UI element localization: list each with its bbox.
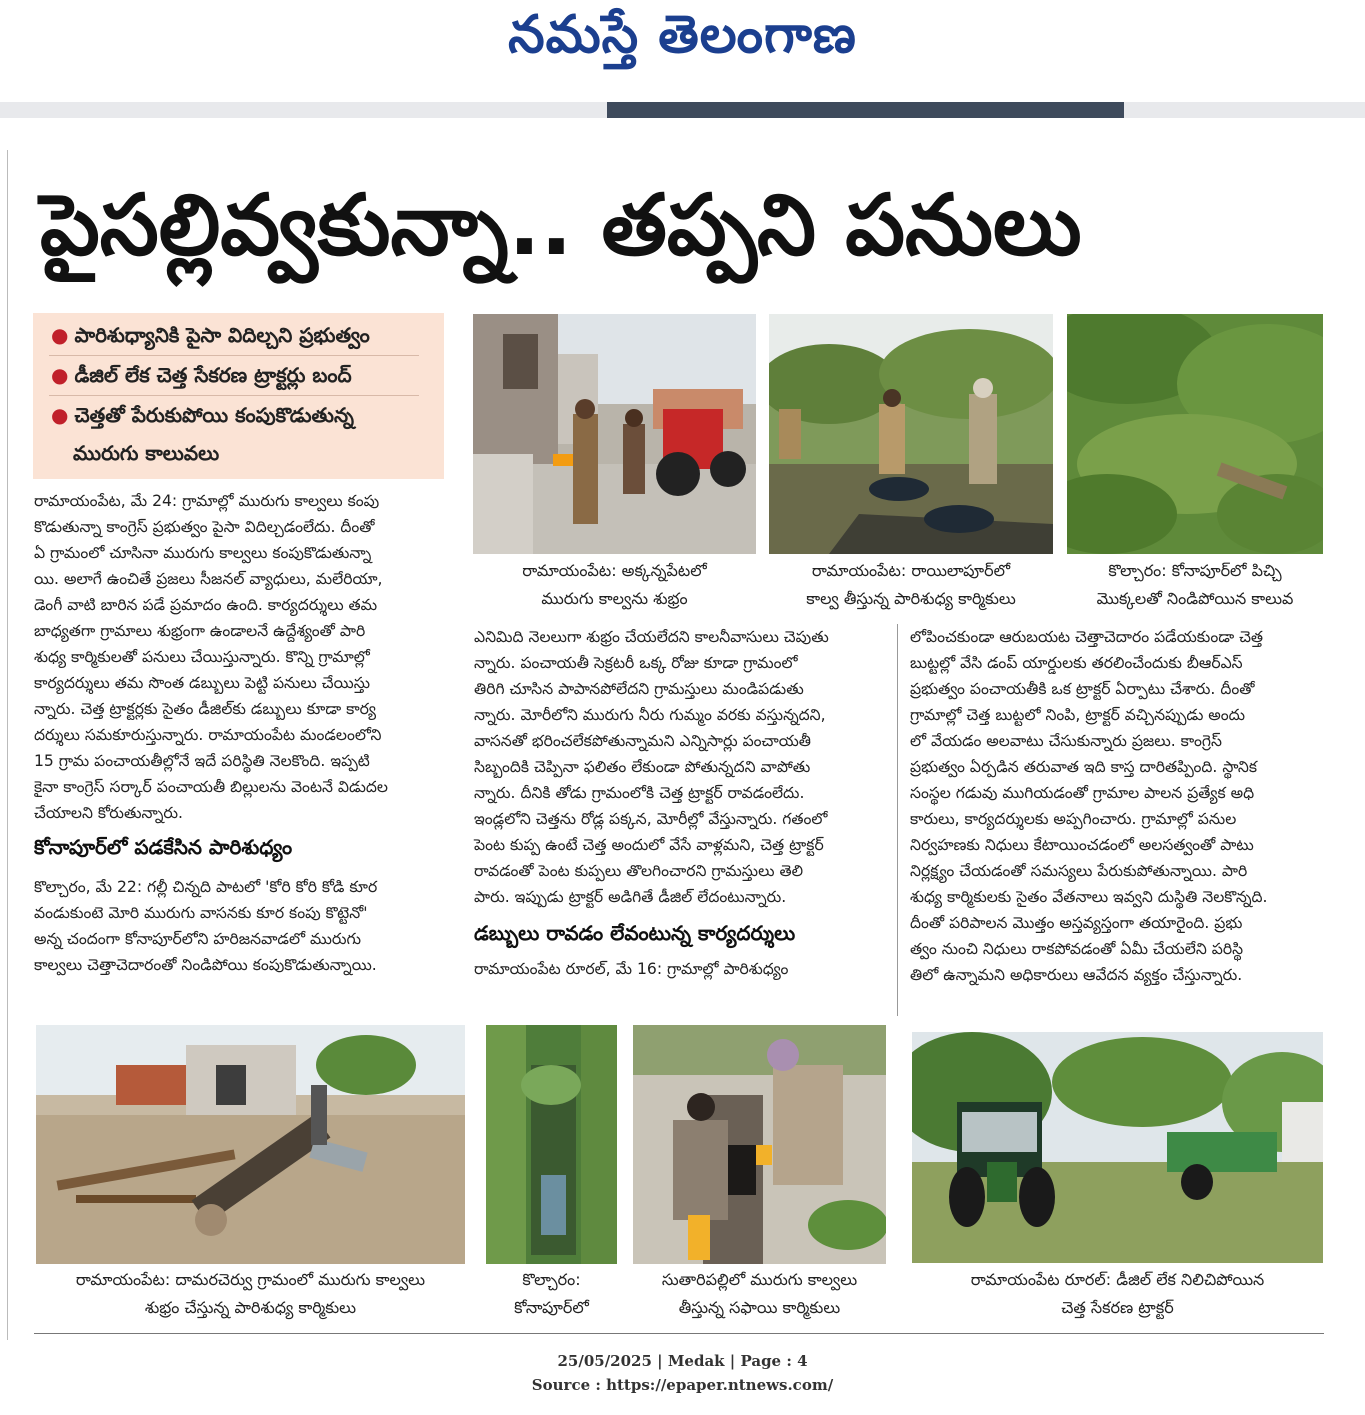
bullet-icon: ● [51, 323, 69, 347]
footer-source-link[interactable]: Source : https://epaper.ntnews.com/ [531, 1376, 834, 1394]
bullet-icon: ● [51, 403, 69, 427]
photo-caption: రామాయంపేట: అక్కన్నపేటలో మురుగు కాల్వను శుభ్రం [522, 561, 707, 608]
photo-caption: రామాయంపేట: దామరచెర్వు గ్రామంలో మురుగు కాల్వలు శుభ్రం చేస్తున్న పారిశుధ్య కార్మికులు [75, 1270, 426, 1317]
highlight-separator [49, 355, 419, 356]
photo-caption: రామాయంపేట: రాయిలాపూర్‌లో కాల్వ తీస్తున్న పారిశుధ్య కార్మికులు [806, 561, 1016, 608]
photo-caption: రామాయంపేట రూరల్‌: డీజిల్‌ లేక నిలిచిపోయిన చెత్త సేకరణ ట్రాక్టర్‌ [970, 1270, 1265, 1317]
photo-sutaripalli [633, 1025, 886, 1264]
photo-konapur-drain [486, 1025, 617, 1264]
paragraph: లోపించకుండా ఆరుబయట చెత్తాచెదారం పడేయకుండా చెత్త బుట్టల్లో వేసి డంప్‌ యార్డులకు తరలించేందుకు బీఆర్‌ఎస్‌ ప్రభుత్వం పంచాయతీకి ఒక ట్రాక్టర్‌ ఏర్పాటు చేశారు. దీంతో గ్రామాల్లో చెత్త బుట్టలో నింపి, ట్రాక్టర్‌ వచ్చినప్పుడు అందు లో వేయడం అలవాటు చేసుకున్నారు ప్రజలు. కాంగ్రెస్‌ ప్రభుత్వం ఏర్పడిన తరువాత ఇది కాస్త దారితప్పింది. స్థానిక సంస్థల గడువు ముగియడంతో గ్రామాల పాలన ప్రత్యేక అధి కారులు, కార్యదర్శులకు అప్పగించారు. గ్రామాల్లో పనుల నిర్వహణకు నిధులు కేటాయించడంలో అలసత్వంతో పాటు నిర్లక్ష్యం చేయడంతో సమస్యలు పేరుకుపోతున్నాయి. పారి శుధ్య కార్మికులకు సైతం వేతనాలు ఇవ్వని దుస్థితి నెలకొన్నది. దీంతో పరిపాలన మొత్తం అస్తవ్యస్తంగా తయారైంది. ప్రభు త్వం నుంచి నిధులు రాకపోవడంతో ఏమీ చేయలేని పరిస్థి తిలో ఉన్నామని అధికారులు ఆవేదన వ్యక్తం చేస్తున్నారు. [910, 628, 1268, 984]
highlight-separator [49, 395, 419, 396]
highlight-item: ● డీజిల్‌ లేక చెత్త సేకరణ ట్రాక్టర్లు బంద్‌ [51, 363, 352, 387]
headline: పైసల్లివ్వకున్నా.. తప్పని పనులు [40, 176, 1082, 274]
bottom-rule [34, 1333, 1324, 1334]
paragraph: రామాయంపేట రూరల్‌, మే 16: గ్రామాల్లో పారిశుధ్యం [474, 960, 789, 978]
bullet-icon: ● [51, 363, 69, 387]
photo-akkannapet [473, 314, 756, 554]
paragraph: కొల్చారం, మే 22: గల్లీ చిన్నది పాటలో 'కోరి కోరి కోడి కూర వండుకుంటె మోరి మురుగు వాసనకు కూర కంపు కొట్టెనో' అన్న చందంగా కోనాపూర్‌లోని హరిజనవాడలో మురుగు కాల్వలు చెత్తాచెదారంతో నిండిపోయి కంపుకొడుతున్నాయి. [34, 878, 378, 974]
masthead-accent-bar [607, 102, 1124, 118]
article-column-2 [474, 624, 888, 982]
photo-garbage-tractor [912, 1032, 1323, 1263]
paragraph: ఎనిమిది నెలలుగా శుభ్రం చేయలేదని కాలనీవాసులు చెపుతు న్నారు. పంచాయతీ సెక్రటరీ ఒక్క రోజు కూడా గ్రామంలో తిరిగి చూసిన పాపానపోలేదని గ్రామస్తులు మండిపడుతు న్నారు. మోరీలోని మురుగు నీరు గుమ్మం వరకు వస్తున్నదని, వాసనతో భరించలేకపోతున్నామని ఎన్నిసార్లు పంచాయతీ సిబ్బందికి చెప్పినా ఫలితం లేకుండా పోతున్నదని వాపోతు న్నారు. దీనికి తోడు గ్రామంలోకి చెత్త ట్రాక్టర్‌ రావడంలేదు. ఇండ్లలోని చెత్తను రోడ్ల పక్కన, మోరీల్లో వేస్తున్నారు. గతంలో పెంట కుప్ప ఉంటే చెత్త అందులో వేసే వాళ్లమని, చెత్త ట్రాక్టర్‌ రావడంతో పెంట కుప్పలు తొలగించారని గ్రామస్తులు తెలి పారు. ఇప్పుడు ట్రాక్టర్‌ అడిగితే డీజిల్‌ లేదంటున్నారు. [474, 628, 829, 906]
subheading: డబ్బులు రావడం లేవంటున్న కార్యదర్శులు [474, 921, 796, 945]
highlight-item: ● పారిశుధ్యానికి పైసా విదిల్చని ప్రభుత్వం [51, 323, 370, 347]
column-divider [897, 624, 898, 1016]
highlight-item: ● చెత్తతో పేరుకుపోయి కంపుకొడుతున్న [51, 403, 354, 427]
newspaper-logo: నమస్తే తెలంగాణ [508, 4, 857, 65]
photo-damaracheruvu [36, 1025, 465, 1264]
photo-caption: సుతారిపల్లిలో మురుగు కాల్వలు తీస్తున్న సఫాయి కార్మికులు [661, 1270, 858, 1317]
footer-date-page: 25/05/2025 | Medak | Page : 4 [557, 1352, 808, 1370]
highlights-box [33, 313, 444, 479]
subheading: కోనాపూర్‌లో పడకేసిన పారిశుధ్యం [34, 835, 293, 859]
highlight-item-continuation: మురుగు కాలువలు [73, 441, 220, 465]
photo-konapur-canal [1067, 314, 1323, 554]
photo-rayilapur [769, 314, 1053, 554]
masthead [0, 0, 1365, 120]
paragraph: రామాయంపేట, మే 24: గ్రామాల్లో మురుగు కాల్వలు కంపు కొడుతున్నా కాంగ్రెస్‌ ప్రభుత్వం పైసా విదిల్చడంలేదు. దీంతో ఏ గ్రామంలో చూసినా మురుగు కాల్వలు కంపుకొడుతున్నా యి. అలాగే ఉంచితే ప్రజలు సీజనల్‌ వ్యాధులు, మలేరియా, డెంగీ వాటి బారిన పడే ప్రమాదం ఉంది. కార్యదర్శులు తమ బాధ్యతగా గ్రామాలు శుభ్రంగా ఉండాలనే ఉద్దేశ్యంతో పారి శుధ్య కార్మికులతో పనులు చేయిస్తున్నారు. కొన్ని గ్రామాల్లో కార్యదర్శులు తమ సొంత డబ్బులు పెట్టి పనులు చేయిస్తు న్నారు. చెత్త ట్రాక్టర్లకు సైతం డీజిల్‌కు డబ్బులు కూడా కార్య దర్శులు సమకూరుస్తున్నారు. రామాయంపేట మండలంలోని 15 గ్రామ పంచాయతీల్లోనే ఇదే పరిస్థితి నెలకొంది. ఇప్పటి కైనా కాంగ్రెస్‌ సర్కార్‌ పంచాయతీ బిల్లులను వెంటనే విడుదల చేయాలని కోరుతున్నారు. [34, 492, 388, 822]
photo-caption: కొల్చారం: కోనాపూర్‌లో [514, 1270, 589, 1317]
article-column-1 [34, 488, 448, 978]
page-frame-left [7, 150, 8, 1340]
photo-caption: కొల్చారం: కోనాపూర్‌లో పిచ్చి మొక్కలతో నిండిపోయిన కాలువ [1096, 561, 1294, 608]
article-column-3 [910, 624, 1324, 988]
